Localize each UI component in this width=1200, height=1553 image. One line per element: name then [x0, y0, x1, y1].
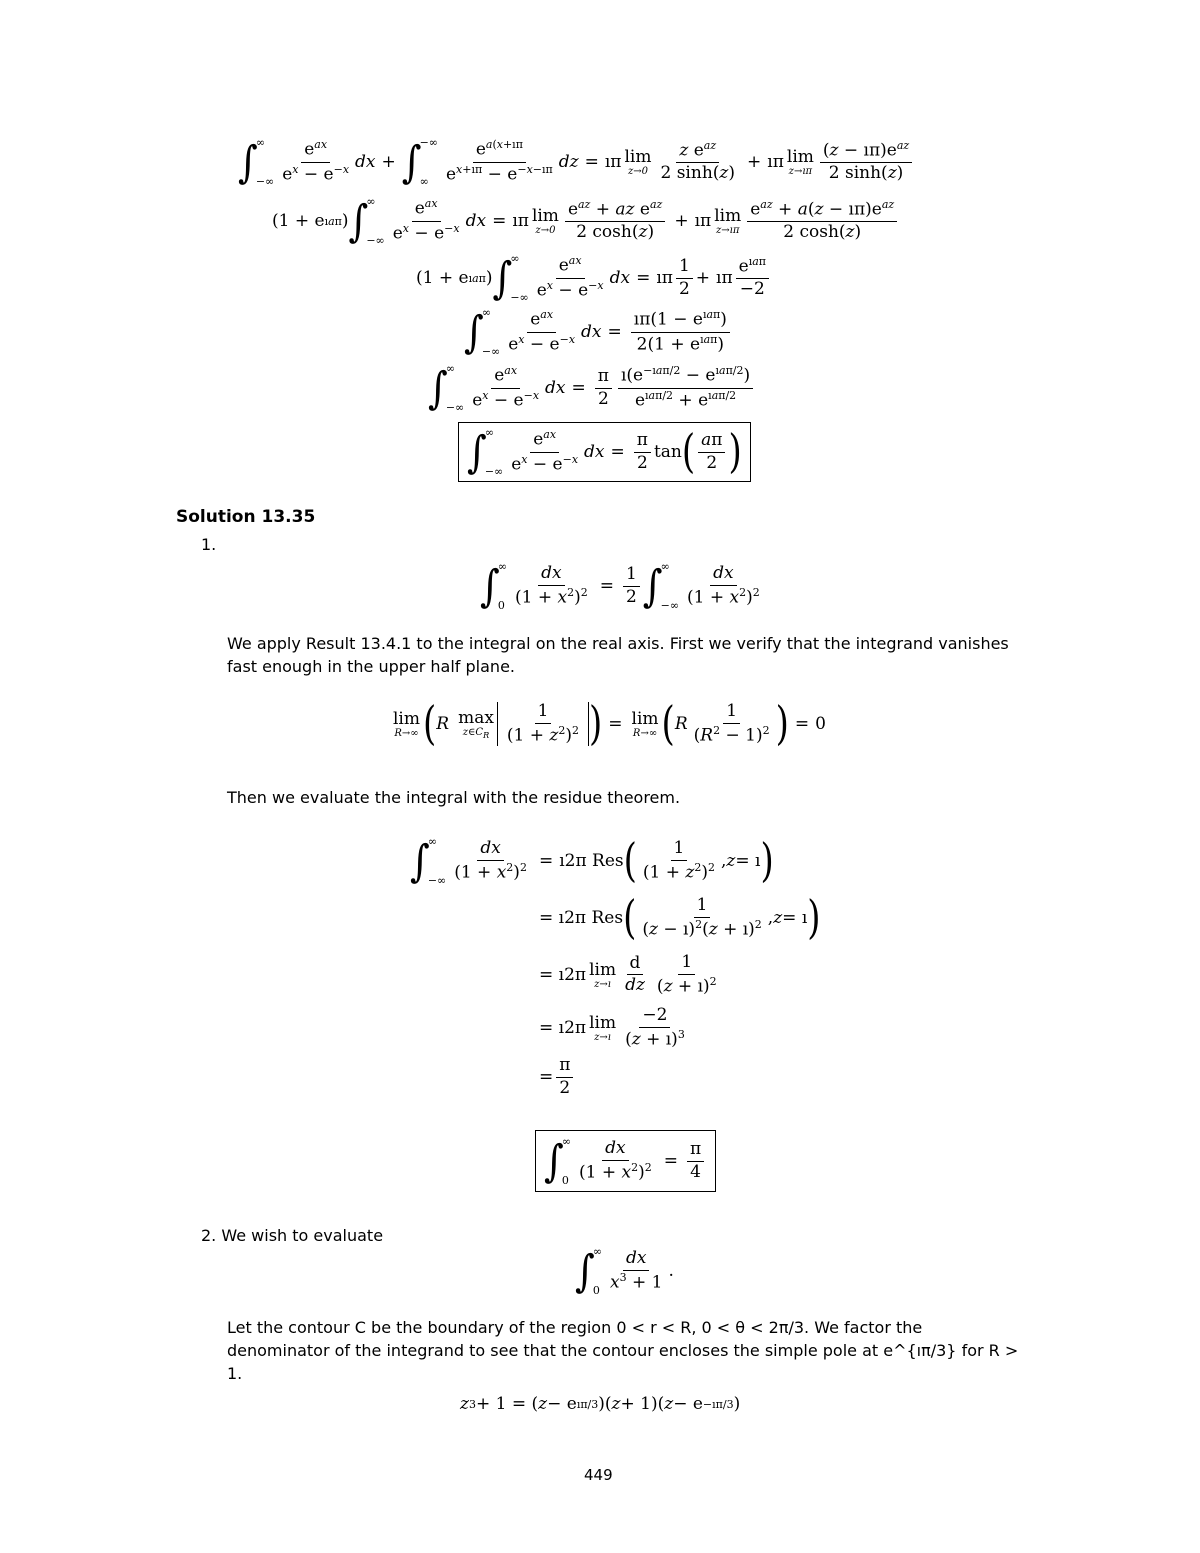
equation-a1: ∫ ∞ −∞ $\frac{e^{ax}}{e^x - e^{-x}}$ dx + ∫ −∞ ∞ $\frac{e^{a(x+ı\pi}}{e^{x+ı\pi} - e^{-x-ı\pi}}$ dz = ıπ lim z→0 $\frac{z e^{az}}{2 \sinh(z)}$ + ıπ lim z→ıπ $\frac{(z - ı\pi)e^{az}}{2 \sinh(z)}$ — [238, 136, 915, 188]
equation-a2: (1 + e ıaπ ) ∫ ∞ −∞ $\frac{e^{ax}}{e^x - e^{-x}}$ dx = ıπ lim z→0 $\frac{e^{az} + az e^{az}}{2 \cosh(z)}$ + ıπ lim z→ıπ $\frac{e^{az} + a(z - ı\pi)e^{az}}{2 \cosh(z)}$ — [272, 195, 900, 247]
equation-c1: ∫ ∞ 0 $\frac{dx}{x^3 + 1}$ . — [575, 1245, 674, 1297]
equation-b1: ∫ ∞ 0 $\frac{dx}{(1 + x^2)^2}$ = $\frac{1}{2}$ ∫ ∞ −∞ $\frac{dx}{(1 + x^2)^2}$ — [480, 560, 760, 612]
paragraph-contour: Let the contour C be the boundary of the region 0 < r < R, 0 < θ < 2π/3. We factor the denominator of the integrand to see that the contour encloses the simple pole at e^{ıπ/3} for R > 1. — [227, 1318, 1019, 1383]
page-number: 449 — [584, 1466, 613, 1484]
equation-b3-line4: = ı2π lim z→ı $\frac{-2}{(z + ı)^3}$ — [539, 1005, 685, 1050]
equation-b4-boxed: ∫ ∞ 0 $\frac{dx}{(1 + x^2)^2}$ = $\frac{\pi}{4}$ — [535, 1130, 716, 1192]
paragraph-residue-theorem: Then we evaluate the integral with the residue theorem. — [227, 788, 681, 807]
equation-b2: lim R→∞ ( R max $z\in C_R$ $\frac{1}{(1 + z^2)^2}$ ) = lim R→∞ ( R $\frac{1}{(R^2 - 1)^2}$ ) = 0 — [393, 696, 826, 751]
equation-a4: ∫ ∞ −∞ $\frac{e^{ax}}{e^x - e^{-x}}$ dx = $\frac{ı\pi(1 - e^{ıa\pi})}{2(1 + e^{ıa\pi})}$ — [464, 306, 733, 358]
equation-b3-line2: = ı2π Res ( $\frac{1}{(z - ı)^2(z + ı)^2}$ , z = ı ) — [539, 890, 821, 945]
paragraph-apply-result: We apply Result 13.4.1 to the integral on the real axis. First we verify that the integrand vanishes fast enough in the upper half plane. — [227, 634, 1009, 676]
equation-a6-boxed: ∫ ∞ −∞ $\frac{e^{ax}}{e^x - e^{-x}}$ dx = $\frac{\pi}{2}$ tan ( $\frac{a\pi}{2}$ ) — [458, 422, 751, 482]
equation-c2: z 3 + 1 = ( z − e ıπ/3 )( z + 1)( z − e −ıπ/3 ) — [460, 1394, 741, 1414]
item-1-number: 1. — [201, 535, 217, 554]
item-2-intro: 2. We wish to evaluate — [201, 1226, 384, 1245]
equation-a3: (1 + e ıaπ ) ∫ ∞ −∞ $\frac{e^{ax}}{e^x - e^{-x}}$ dx = ıπ $\frac{1}{2}$ + ıπ $\frac{e^{ıa\pi}}{-2}$ — [416, 252, 772, 304]
equation-b3-line1: ∫ ∞ −∞ $\frac{dx}{(1 + x^2)^2}$ = ı2π Res ( $\frac{1}{(1 + z^2)^2}$ , z = ı ) — [410, 834, 774, 888]
solution-heading: Solution 13.35 — [176, 507, 316, 527]
equation-b3-line5: = $\frac{\pi}{2}$ — [539, 1056, 576, 1098]
equation-a5: ∫ ∞ −∞ $\frac{e^{ax}}{e^x - e^{-x}}$ dx = $\frac{\pi}{2}$ $\frac{ı(e^{-ıa\pi/2} - e^{ıa\pi/2})}{e^{ıa\pi/2} + e^{ıa\pi/2}}$ — [428, 362, 756, 414]
equation-b3-line3: = ı2π lim z→ı $\frac{d}{dz}$ $\frac{1}{(z + ı)^2}$ — [539, 952, 717, 997]
